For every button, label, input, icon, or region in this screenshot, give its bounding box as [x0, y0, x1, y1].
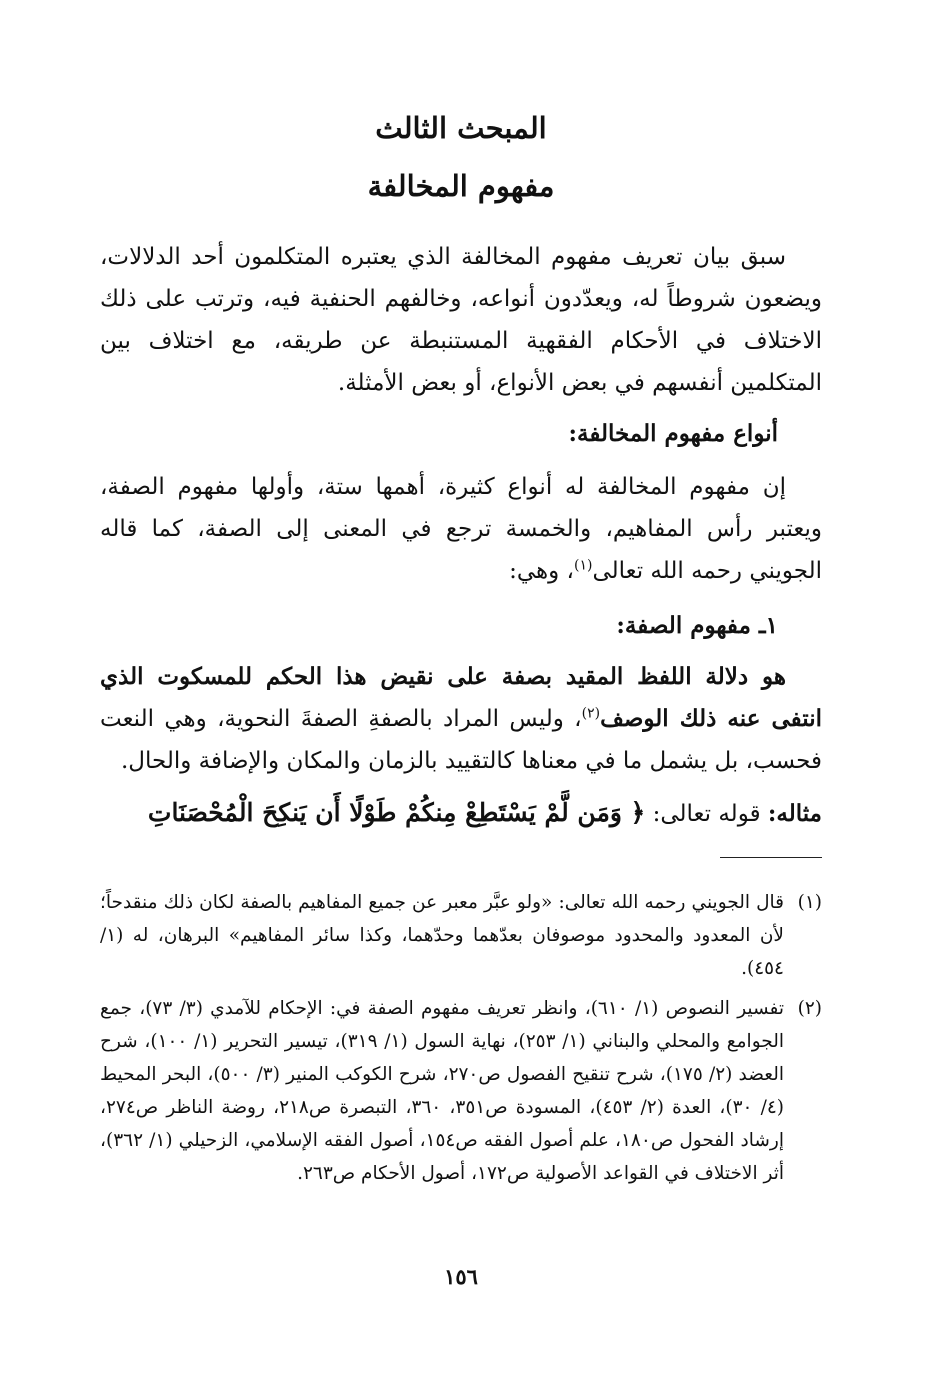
footnote-1 [100, 886, 822, 985]
footnote-ref-2: (٢) [581, 705, 601, 722]
quran-verse: ﴿ وَمَن لَّمْ يَسْتَطِعْ مِنكُمْ طَوْلًا أَن يَنكِحَ الْمُحْصَنَاتِ [147, 798, 646, 827]
definition-rest-text: ، وليس المراد بالصفةِ الصفةَ النحوية، وهي النعت فحسب، بل يشمل ما في معناها كالتقييد بالزمان والمكان والإضافة والحال. [100, 706, 822, 774]
footnote-2-text: تفسير النصوص (١/ ٦١٠)، وانظر تعريف مفهوم الصفة في: الإحكام للآمدي (٣/ ٧٣)، جمع الجوامع والمحلي والبناني (١/ ٢٥٣)، نهاية السول (١/ ٣١٩)، تيسير التحرير (١/ ١٠٠)، شرح العضد (٢/ ١٧٥)، شرح تنقيح الفصول ص٢٧٠، شرح الكوكب المنير (٣/ ٥٠٠)، البحر المحيط (٤/ ٣٠)، العدة (٢/ ٤٥٣)، المسودة ص٣٥١، ٣٦٠، التبصرة ص٢١٨، روضة الناظر ص٢٧٤، إرشاد الفحول ص١٨٠، علم أصول الفقه ص١٥٤، أصول الفقه الإسلامي، الزحيلي (١/ ٣٦٢)، أثر الاختلاف في القواعد الأصولية ص١٧٢، أصول الأحكام ص٢٦٣. [100, 998, 784, 1184]
types-paragraph-text: إن مفهوم المخالفة له أنواع كثيرة، أهمها ستة، وأولها مفهوم الصفة، ويعتبر رأس المفاهيم، والخمسة ترجع في المعنى إلى الصفة، كما قاله الجويني رحمه الله تعالى [100, 474, 822, 584]
footnote-2-number: (٢) [797, 998, 822, 1019]
definition-bold-text: هو دلالة اللفظ المقيد بصفة على نقيض هذا الحكم للمسكوت الذي انتفى عنه ذلك الوصف [100, 663, 822, 732]
sifa-heading: ١ـ مفهوم الصفة: [616, 612, 778, 639]
page-number: ١٥٦ [444, 1264, 478, 1289]
chapter-title: المبحث الثالث [375, 111, 547, 145]
types-paragraph [100, 466, 822, 592]
types-paragraph-end: ، وهي: [509, 558, 574, 584]
footnote-separator [720, 857, 822, 858]
example-lead: قوله تعالى: [652, 801, 761, 827]
section-title: مفهوم المخالفة [367, 169, 555, 203]
example-line [100, 792, 822, 835]
footnote-1-text: قال الجويني رحمه الله تعالى: «ولو عبَّر معبر عن جميع المفاهيم بالصفة لكان ذلك منقدحاً؛ لأن المعدود والمحدود موصوفان بعدّهما وحدّهما، وكذا سائر المفاهيم» البرهان، له (١/ ٤٥٤). [100, 892, 784, 979]
intro-paragraph: سبق بيان تعريف مفهوم المخالفة الذي يعتبره المتكلمون أحد الدلالات، ويضعون شروطاً له، ويعدّدون أنواعه، وخالفهم الحنفية فيه، وترتب على ذلك الاختلاف في الأحكام الفقهية المستنبطة عن طريقه، مع اختلاف بين المتكلمين أنفسهم في بعض الأنواع، أو بعض الأمثلة. [100, 244, 822, 396]
footnote-2 [100, 992, 822, 1190]
footnote-1-number: (١) [797, 892, 822, 913]
footnote-ref-1: (١) [573, 557, 593, 574]
definition-paragraph [100, 656, 822, 782]
book-page [100, 0, 822, 1380]
types-heading: أنواع مفهوم المخالفة: [568, 420, 778, 447]
example-label: مثاله: [767, 800, 822, 827]
